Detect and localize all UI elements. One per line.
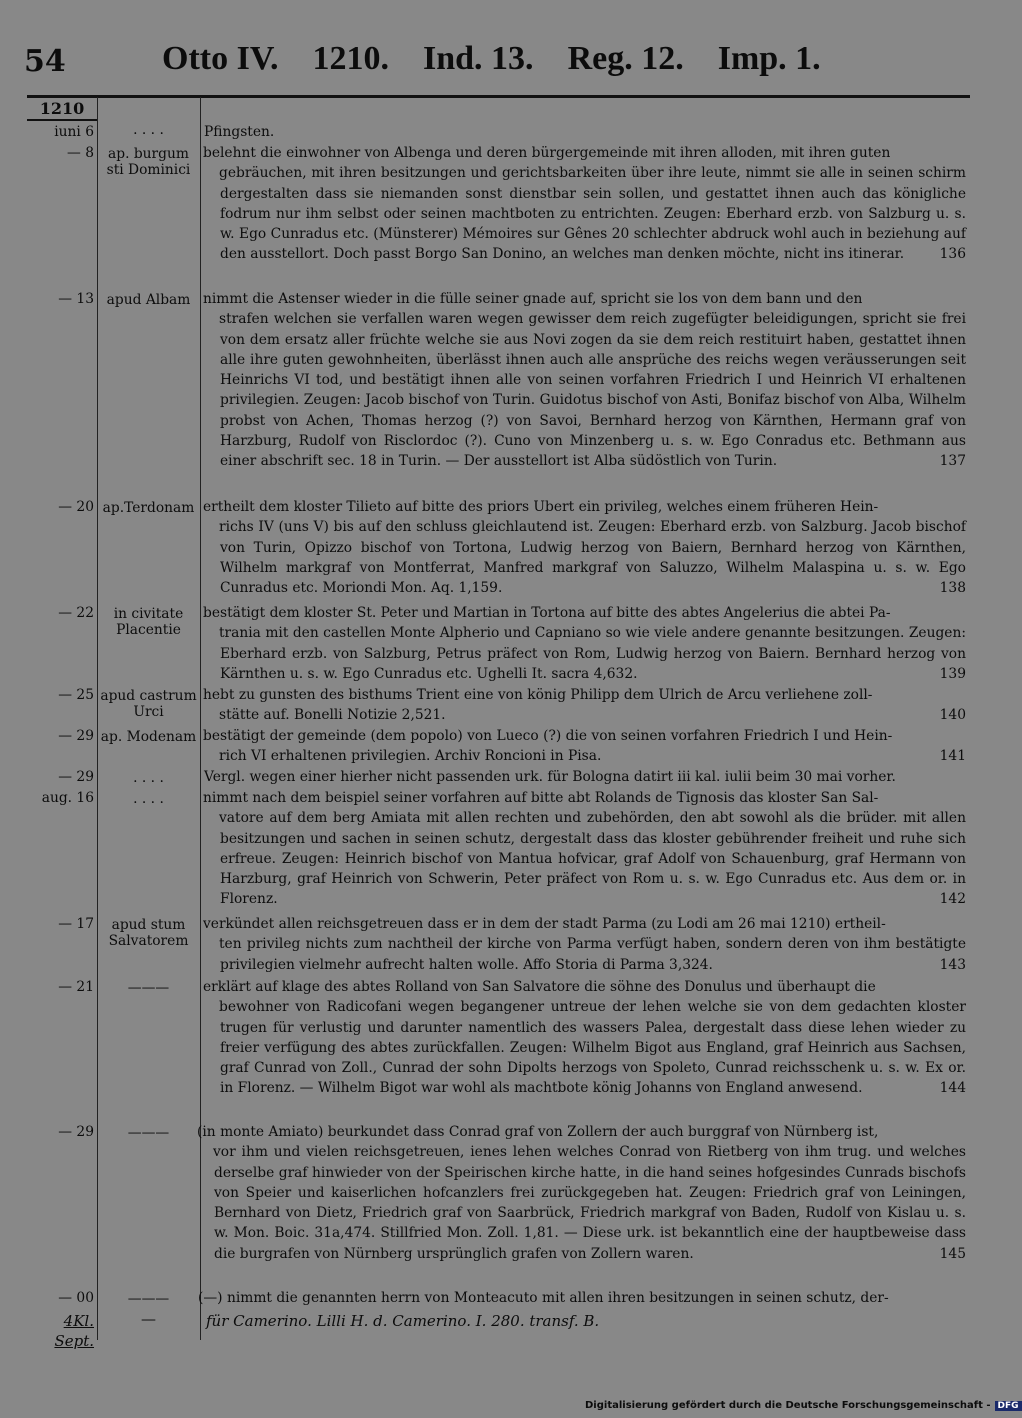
entry-place: ap.Terdonam [102,500,195,516]
entry-text [204,289,966,472]
entry-date: — 17 [58,916,94,932]
entry-text [204,788,966,910]
entry-number: 139 [939,665,966,682]
entry-text-body [204,746,966,766]
entry-date: — 29 [58,769,94,785]
title-indiction: Ind. 13. [423,40,534,77]
dfg-logo: DFG [995,1401,1022,1411]
entry-text-body [204,623,966,684]
entry-place: . . . . [133,791,164,807]
title-imperial-year: Imp. 1. [717,40,821,77]
entry-text: Vergl. wegen einer hierher nicht passenden urk. für Bologna datirt iii kal. iulii beim 30 mai vorher. [204,769,896,785]
entry-number: 141 [939,748,966,765]
entry-number: 137 [939,453,966,470]
entry-text-first-line: belehnt die einwohner von Albenga und deren bürgergemeinde mit ihren alloden, mit ihren guten [203,145,891,161]
entry-place: apud stum Salvatorem [108,917,189,949]
entry-date: — 21 [58,979,94,995]
entry-text-first-line: (in monte Amiato) beurkundet dass Conrad graf von Zollern der auch burggraf von Nürnberg ist, [197,1124,879,1140]
entry-text [204,497,966,598]
entry-text [204,726,966,767]
entry-place: ap. burgum sti Dominici [106,146,191,178]
column-divider-date [97,97,98,1340]
entry-text-body [204,163,966,264]
entry-text [204,143,966,265]
entry-text [198,1122,966,1264]
entry-date: — 00 [58,1290,94,1306]
entry-place: apud Albam [106,292,191,308]
entry-text [204,977,966,1099]
entry-text-first-line: ertheilt dem kloster Tilieto auf bitte des priors Ubert ein privileg, welches einem früheren Hein- [203,499,879,515]
footer-credit [585,1400,1022,1411]
entry-number: 136 [939,246,966,263]
entry-text-first-line: nimmt die Astenser wieder in die fülle seiner gnade auf, spricht sie los von dem bann und den [203,291,863,307]
entry-date: — 20 [58,499,94,515]
entry-body-text: gebräuchen, mit ihren besitzungen und gerichtsbarkeiten über ihre leute, nimmt sie alle in seinen schirm dergestalten dass sie niemanden sonst dienstbar sein sollen, und gestattet ihnen auch das königliche fodrum nur ihm selbst oder seinen machtboten zu entrichten. Zeugen: Eberhard erzb. von Salzburg u. s. w. Ego Cunradus etc. (Münsterer) Mémoires sur Gênes 20 schlechter abdruck wohl auch in beziehung auf den ausstellort. Doch passt Borgo San Donino, an welches man denken möchte, nicht ins itinerar. [219,165,966,263]
entry-number: 143 [939,956,966,973]
entry-text-body [204,808,966,909]
handwritten-margin-date: 4Kl. Sept. [54,1312,94,1351]
entry-date: — 13 [58,291,94,307]
entry-place: ap. Modenam [100,729,197,745]
entry-text [204,603,966,684]
entry-text: (—) nimmt die genannten herrn von Monteacuto mit allen ihren besitzungen in seinen schutz, der- [198,1290,889,1306]
header-rule [27,95,970,98]
title-ruler: Otto IV. [162,40,279,77]
entry-body-text: ten privileg nichts zum nachtheil der kirche von Parma verfügt haben, sondern deren von ihm bestätigte privilegien vielmehr aufrecht halten wolle. Affo Storia di Parma 3,324. [219,936,966,973]
entry-text-first-line: nimmt nach dem beispiel seiner vorfahren auf bitte abt Rolands de Tignosis das kloster San Sal- [203,790,879,806]
entry-text [204,914,966,975]
entry-date: — 29 [58,1124,94,1140]
entry-text-first-line: verkündet allen reichsgetreuen dass er in dem der stadt Parma (zu Lodi am 26 mai 1210) ertheil- [203,916,886,932]
handwritten-place: — [141,1310,156,1328]
title-regnal-year: Reg. 12. [567,40,684,77]
entry-text-first-line: hebt zu gunsten des bisthums Trient eine von könig Philipp dem Ulrich de Arcu verliehene zoll- [203,687,873,703]
entry-place: . . . . [133,122,164,138]
entry-number: 140 [939,707,966,724]
entry-number: 138 [939,580,966,597]
entry-body-text: strafen welchen sie verfallen waren wegen gewisser dem reich zugefügter beleidigungen, spricht sie frei von dem ersatz aller früchte welche sie aus Novi zogen da sie dem reich restituirt haben, gestattet ihnen alle ihre guten gewohnheiten, überlässt ihnen auch alle ansprüche des reichs wegen veräusserungen seit Heinrichs VI tod, und bestätigt ihnen alle von seinen vorfahren Friedrich I und Heinrich VI erhaltenen privilegien. Zeugen: Jacob bischof von Turin. Guidotus bischof von Asti, Bonifaz bischof von Alba, Wilhelm probst von Achen, Thomas herzog (?) von Savoi, Bernhard herzog von Kärnthen, Hermann graf von Harzburg, Rudolf von Risclordoc (?). Cuno von Minzenberg u. s. w. Ego Conradus etc. Bethmann aus einer abschrift sec. 18 in Turin. — Der ausstellort ist Alba südöstlich von Turin. [219,311,966,470]
entry-body-text: vatore auf dem berg Amiata mit allen rechten und zubehörden, den abt sowohl als die brüder. mit allen besitzungen und sachen in seinen schutz, dergestalt dass das kloster gebührender freiheit und ruhe sich erfreue. Zeugen: Heinrich bischof von Mantua hofvicar, graf Adolf von Schauenburg, graf Hermann von Harzburg, graf Heinrich von Schwerin, Peter präfect von Rom u. s. w. Ego Cunradus etc. Aus dem or. in Florenz. [219,810,966,908]
entry-text-body [204,934,966,975]
entry-date: — 25 [58,687,94,703]
entry-number: 145 [939,1245,966,1262]
entry-place: in civitate Placentie [113,606,184,638]
entry-text-first-line: erklärt auf klage des abtes Rolland von San Salvatore die söhne des Donulus und überhaupt die [203,979,876,995]
entry-text-first-line: bestätigt dem kloster St. Peter und Martian in Tortona auf bitte des abtes Angelerius die abtei Pa- [203,605,891,621]
entry-text-body [204,997,966,1098]
entry-text-body [198,1142,966,1264]
entry-body-text: rich VI erhaltenen privilegien. Archiv Roncioni in Pisa. [219,748,602,765]
footer-text: Digitalisierung gefördert durch die Deutsche Forschungsgemeinschaft - [585,1400,991,1411]
entry-body-text: trania mit den castellen Monte Alpherio und Capniano so wie viele andere genannte besitzungen. Zeugen: Eberhard erzb. von Salzburg, Petrus präfect von Rom, Ludwig herzog von Baiern. Bernhard herzog von Kärnthen u. s. w. Ego Cunradus etc. Ughelli It. sacra 4,632. [219,625,966,682]
entry-place: ——— [127,980,170,996]
entry-date: — 22 [58,605,94,621]
entry-place: ——— [127,1291,170,1307]
entry-body-text: stätte auf. Bonelli Notizie 2,521. [219,707,446,724]
entry-text: Pfingsten. [204,124,275,140]
entry-date: — 8 [67,145,94,161]
entry-date: iuni 6 [54,124,94,140]
page-number: 54 [24,44,66,79]
entry-number: 142 [939,891,966,908]
page-header [0,40,1000,90]
year-heading: 1210 [27,99,97,121]
entry-date: — 29 [58,728,94,744]
entry-text-first-line: bestätigt der gemeinde (dem popolo) von Lueco (?) die von seinen vorfahren Friedrich I und Hein- [203,728,893,744]
handwritten-text: für Camerino. Lilli H. d. Camerino. I. 280. transf. B. [206,1312,600,1330]
entry-date: aug. 16 [41,790,94,806]
entry-body-text: richs IV (uns V) bis auf den schluss gleichlautend ist. Zeugen: Eberhard erzb. von Salzburg. Jacob bischof von Turin, Opizzo bischof von Tortona, Ludwig herzog von Baiern, Bernhard herzog von Kärnthen, Wilhelm markgraf von Montferrat, Manfred markgraf von Saluzzo, Wilhelm Malaspina u. s. w. Ego Cunradus etc. Moriondi Mon. Aq. 1,159. [219,519,966,597]
entry-text-body [204,517,966,598]
entry-place: ——— [127,1125,170,1141]
entry-place: . . . . [133,770,164,786]
entry-body-text: vor ihm und vielen reichsgetreuen, ienes lehen welches Conrad von Rietberg von ihm trug. und welches derselbe graf hinwieder von der Speirischen kirche hatte, in die hand seines hofgesindes Cunrads bischofs von Speier und kaiserlichen hofcanzlers frei zurückgegeben hat. Zeugen: Friedrich graf von Leiningen, Bernhard von Dietz, Friedrich graf von Saarbrück, Friedrich markgraf von Baden, Rudolf von Kislau u. s. w. Mon. Boic. 31a,474. Stillfried Mon. Zoll. 1,81. — Diese urk. ist bekanntlich eine der hauptbeweise dass die burgrafen von Nürnberg ursprünglich grafen von Zollern waren. [213,1144,966,1262]
entry-number: 144 [939,1080,966,1097]
entry-text-body [204,309,966,471]
entry-body-text: bewohner von Radicofani wegen begangener untreue der lehen welche sie von dem gedachten kloster trugen für verlustig und darunter namentlich des wassers Palea, dergestalt dass diese lehen wieder zu freier verfügung des abtes zurückfallen. Zeugen: Wilhelm Bigot aus England, graf Heinrich aus Sachsen, graf Cunrad von Zoll., Cunrad der sohn Dipolts herzogs von Spoleto, Cunrad reichsschenk u. s. w. Ex or. in Florenz. — Wilhelm Bigot war wohl als machtbote könig Johanns von England anwesend. [219,999,966,1097]
running-title [162,40,842,78]
title-year: 1210. [312,40,389,77]
entry-text-body [204,705,966,725]
entry-text [204,685,966,726]
entry-place: apud castrum Urci [100,688,197,720]
